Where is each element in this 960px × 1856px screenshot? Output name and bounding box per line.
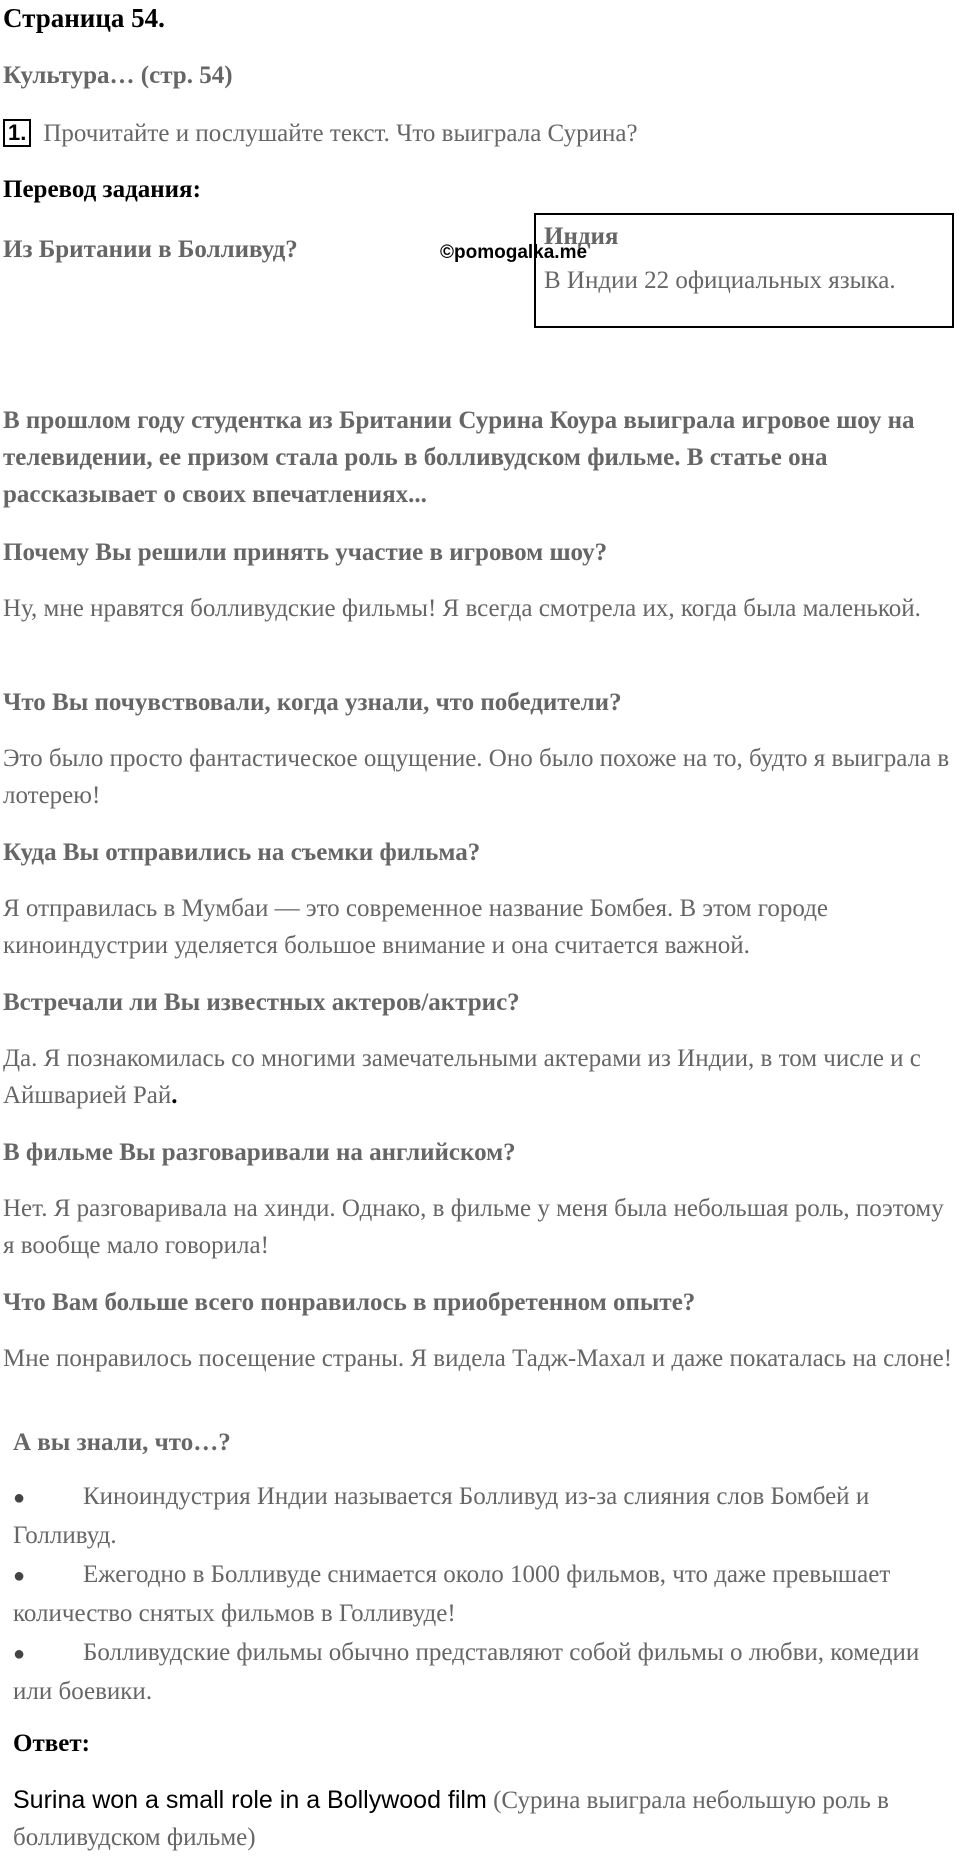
list-item xyxy=(13,1634,953,1710)
answer-russian: (Сурина выиграла небольшую роль в болливудском фильме) xyxy=(13,1787,889,1851)
question-3: Куда Вы отправились на съемки фильма? xyxy=(3,839,481,866)
info-box-title: Индия xyxy=(544,223,619,250)
answer-4-text: Да. Я познакомилась со многими замечательными актерами из Индии, в том числе и с Айшварией Рай xyxy=(3,1045,921,1109)
answer-title: Ответ: xyxy=(13,1730,90,1757)
list-item-text: Болливудские фильмы обычно представляют собой фильмы о любви, комедии или боевики. xyxy=(13,1639,920,1705)
bullet-icon: ● xyxy=(13,1565,26,1587)
info-box-text: В Индии 22 официальных языка. xyxy=(544,267,896,294)
answer-5: Нет. Я разговаривала на хинди. Однако, в фильме у меня была небольшая роль, поэтому я вообще мало говорила! xyxy=(3,1195,944,1259)
answer-4 xyxy=(3,1040,953,1114)
list-item-text: Киноиндустрия Индии называется Болливуд из-за слияния слов Бомбей и Голливуд. xyxy=(13,1483,870,1549)
task-text: Прочитайте и послушайте текст. Что выиграла Сурина? xyxy=(43,120,638,147)
question-5: В фильме Вы разговаривали на английском? xyxy=(3,1139,516,1166)
article-title: Из Британии в Болливуд? xyxy=(3,236,298,263)
section-title: Культура… (стр. 54) xyxy=(3,62,233,89)
answer-text xyxy=(13,1782,953,1856)
bullet-icon: ● xyxy=(13,1643,26,1665)
answer-english: Surina won a small role in a Bollywood film xyxy=(13,1786,487,1814)
page-heading: Страница 54. xyxy=(3,3,165,33)
intro-paragraph: В прошлом году студентка из Британии Сурина Коура выиграла игровое шоу на телевидении, ее призом стала роль в болливудском фильме. В статье она рассказывает о своих впечатлениях... xyxy=(3,407,915,508)
answer-1: Ну, мне нравятся болливудские фильмы! Я всегда смотрела их, когда была маленькой. xyxy=(3,595,921,622)
did-you-know-title: А вы знали, что…? xyxy=(13,1429,231,1456)
list-item-text: Ежегодно в Болливуде снимается около 1000 фильмов, что даже превышает количество снятых фильмов в Голливуде! xyxy=(13,1561,891,1627)
answer-3: Я отправилась в Мумбаи — это современное название Бомбея. В этом городе киноиндустрии уделяется большое внимание и она считается важной. xyxy=(3,895,829,959)
india-info-box xyxy=(534,213,954,328)
list-item xyxy=(13,1478,953,1554)
watermark: ©pomogalka.me xyxy=(440,242,588,263)
question-1: Почему Вы решили принять участие в игровом шоу? xyxy=(3,539,608,566)
answer-6: Мне понравилось посещение страны. Я видела Тадж-Махал и даже покаталась на слоне! xyxy=(3,1345,953,1372)
answer-4-period: . xyxy=(171,1082,178,1109)
task-number: 1. xyxy=(3,119,31,147)
task-line xyxy=(3,116,638,152)
list-item xyxy=(13,1556,953,1632)
question-6: Что Вам больше всего понравилось в приобретенном опыте? xyxy=(3,1289,696,1316)
answer-2: Это было просто фантастическое ощущение. Оно было похоже на то, будто я выиграла в лотерею! xyxy=(3,745,950,809)
translation-title: Перевод задания: xyxy=(3,176,201,203)
question-2: Что Вы почувствовали, когда узнали, что победители? xyxy=(3,689,622,716)
bullet-icon: ● xyxy=(13,1487,26,1509)
did-you-know-list xyxy=(13,1478,953,1712)
question-4: Встречали ли Вы известных актеров/актрис? xyxy=(3,989,520,1016)
